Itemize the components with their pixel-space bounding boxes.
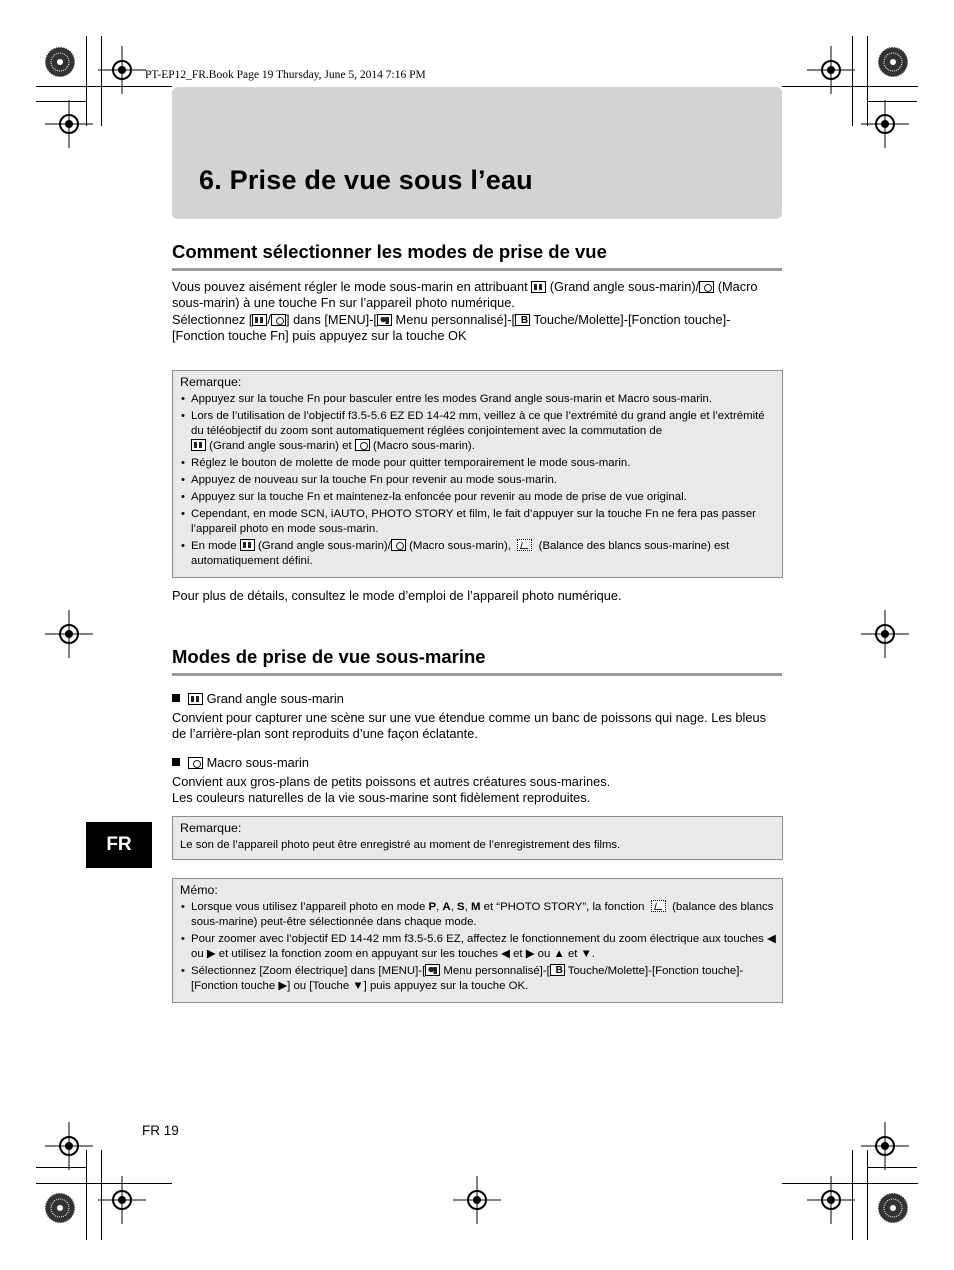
macro-mode-label: Macro sous-marin [206,755,309,770]
intro-text: Vous pouvez aisément régler le mode sous-marin en attribuant [172,279,528,294]
instruction-text: Touche/Molette]-[Fonction touche]- [533,311,731,327]
list-item-text: Lors de l’utilisation de l’objectif f3.5-5.6 EZ ED 14-42 mm, veillez à ce que l’extrémité du grand angle et l’extrémité du téléobjectif du zoom sont automatiquement réglées conjointement avec la commutation de [191,410,765,438]
details-paragraph: Pour plus de détails, consultez le mode d’emploi de l’appareil photo numérique. [172,588,622,603]
registration-mark-icon [861,610,909,658]
instruction-text: Menu personnalisé]-[ [395,311,516,327]
list-item-text: Menu personnalisé]-[ [443,965,550,978]
chapter-banner [172,87,782,219]
page-number: FR 19 [142,1123,179,1138]
underwater-white-balance-icon [651,900,666,912]
registration-mark-icon [98,46,146,94]
remark-box-movie [172,816,783,860]
list-item-text: Cependant, en mode SCN, iAUTO, PHOTO STORY et film, le fait d’appuyer sur la touche Fn ne fera pas passer l’appareil photo en mode sous-marin. [191,507,756,535]
separator: , [450,901,454,914]
list-item-text: (Balance des blancs sous-marine) est automatiquement défini. [191,539,730,567]
list-item-text: Lorsque vous utilisez l’appareil photo en mode [191,901,426,914]
underwater-macro-icon [355,439,370,451]
remark-title: Remarque: [180,821,242,835]
wide-mode-description: Convient pour capturer une scène sur une vue étendue comme un banc de poissons qui nage. Les bleus de l’arrière-plan sont reproduits d’une façon éclatante. [172,710,767,742]
list-item [180,473,776,488]
memo-list [180,900,776,994]
underwater-macro-icon [391,539,406,551]
underwater-macro-icon [271,314,286,326]
list-item-text: (balance des blancs sous-marine) peut-être sélectionnée dans chaque mode. [191,901,774,929]
list-item-text: (Grand angle sous-marin)/ [257,539,391,552]
list-item [180,964,776,994]
underwater-white-balance-icon [517,539,532,551]
square-bullet-icon [172,694,180,702]
macro-desc-line: Convient aux gros-plans de petits poissons et autres créatures sous-marines. [172,774,611,789]
list-item-text: Appuyez sur la touche Fn et maintenez-la enfoncée pour revenir au mode de prise de vue original. [191,490,687,503]
list-item-text: Touche/Molette]-[Fonction touche]-[Fonction touche ▶] ou [Touche ▼] puis appuyez sur la touche OK. [191,965,744,993]
list-item [180,490,776,505]
custom-menu-icon [425,964,440,976]
list-item-text: (Macro sous-marin), [409,539,511,552]
underwater-wide-icon [240,539,255,551]
registration-mark-icon [807,46,855,94]
registration-mark-icon [807,1176,855,1224]
list-item-text: Appuyez de nouveau sur la touche Fn pour revenir au mode sous-marin. [191,474,557,486]
list-item-text: En mode [191,539,237,552]
mode-p: P [428,901,437,914]
registration-mark-icon [453,1176,501,1224]
wide-mode-heading [172,691,344,706]
registration-mark-icon [861,1122,909,1170]
section-title-underwater-modes: Modes de prise de vue sous-marine [172,646,782,676]
chapter-title: 6. Prise de vue sous l’eau [199,165,533,195]
registration-mark-icon [45,100,93,148]
registration-mark-icon [45,610,93,658]
list-item [180,507,776,537]
square-bullet-icon [172,758,180,766]
list-item-text: (Macro sous-marin). [372,440,475,453]
underwater-macro-icon [188,757,203,769]
mode-a: A [442,901,451,914]
registration-mark-icon [861,100,909,148]
custom-menu-icon [377,314,392,326]
registration-rosette-icon [44,46,76,78]
list-item [180,932,776,962]
list-item [180,392,776,407]
list-item [180,539,776,569]
mode-s: S [457,901,465,914]
list-item-text: Pour zoomer avec l’objectif ED 14-42 mm f3.5-5.6 EZ, affectez le fonctionnement du zoom électrique aux touches ◀ ou ▶ et utilisez la fonction zoom en appuyant sur les touches ◀ et ▶ ou ▲ et ▼. [191,933,776,961]
registration-rosette-icon [44,1192,76,1224]
remark-text: Le son de l’appareil photo peut être enregistré au moment de l’enregistrement des films. [180,839,621,852]
underwater-wide-icon [188,693,203,705]
registration-mark-icon [98,1176,146,1224]
memo-title: Mémo: [180,883,218,897]
intro-text: (Macro sous-marin) à une touche Fn sur l’appareil photo numérique. [172,279,758,311]
instruction-text: / [267,311,271,327]
section-title-select-modes: Comment sélectionner les modes de prise de vue [172,241,782,271]
list-item-text: et “PHOTO STORY”, la fonction [483,901,645,914]
remark-title: Remarque: [180,375,242,389]
print-header: PT-EP12_FR.Book Page 19 Thursday, June 5, 2014 7:16 PM [145,69,426,81]
separator: , [436,901,440,914]
list-item-text: Réglez le bouton de molette de mode pour quitter temporairement le mode sous-marin. [191,457,631,470]
macro-mode-heading [172,755,309,770]
registration-mark-icon [45,1122,93,1170]
list-item-text: (Grand angle sous-marin) et [209,440,352,453]
intro-paragraph [172,279,782,344]
underwater-wide-icon [191,439,206,451]
intro-text: (Grand angle sous-marin)/ [549,279,700,294]
remark-box [172,370,783,578]
list-item-text: Appuyez sur la touche Fn pour basculer entre les modes Grand angle sous-marin et Macro sous-marin. [191,393,713,406]
underwater-macro-icon [699,281,714,293]
language-tab: FR [86,822,152,868]
instruction-text: Sélectionnez [ [172,311,253,327]
instruction-text: [Fonction touche Fn] puis appuyez sur la touche OK [172,327,467,343]
button-dial-icon [515,314,530,326]
underwater-wide-icon [531,281,546,293]
list-item-text: Sélectionnez [Zoom électrique] dans [MENU]-[ [191,965,426,978]
list-item [180,900,776,930]
memo-box [172,878,783,1003]
separator: , [464,901,468,914]
button-dial-icon [550,964,565,976]
wide-mode-label: Grand angle sous-marin [206,691,344,706]
macro-desc-line: Les couleurs naturelles de la vie sous-marine sont fidèlement reproduites. [172,790,591,806]
list-item [180,456,776,471]
registration-rosette-icon [877,1192,909,1224]
macro-mode-description [172,774,782,807]
list-item [180,409,776,455]
underwater-wide-icon [252,314,267,326]
registration-rosette-icon [877,46,909,78]
instruction-text: ] dans [MENU]-[ [285,311,377,327]
remark-list [180,392,776,569]
mode-m: M [470,901,481,914]
